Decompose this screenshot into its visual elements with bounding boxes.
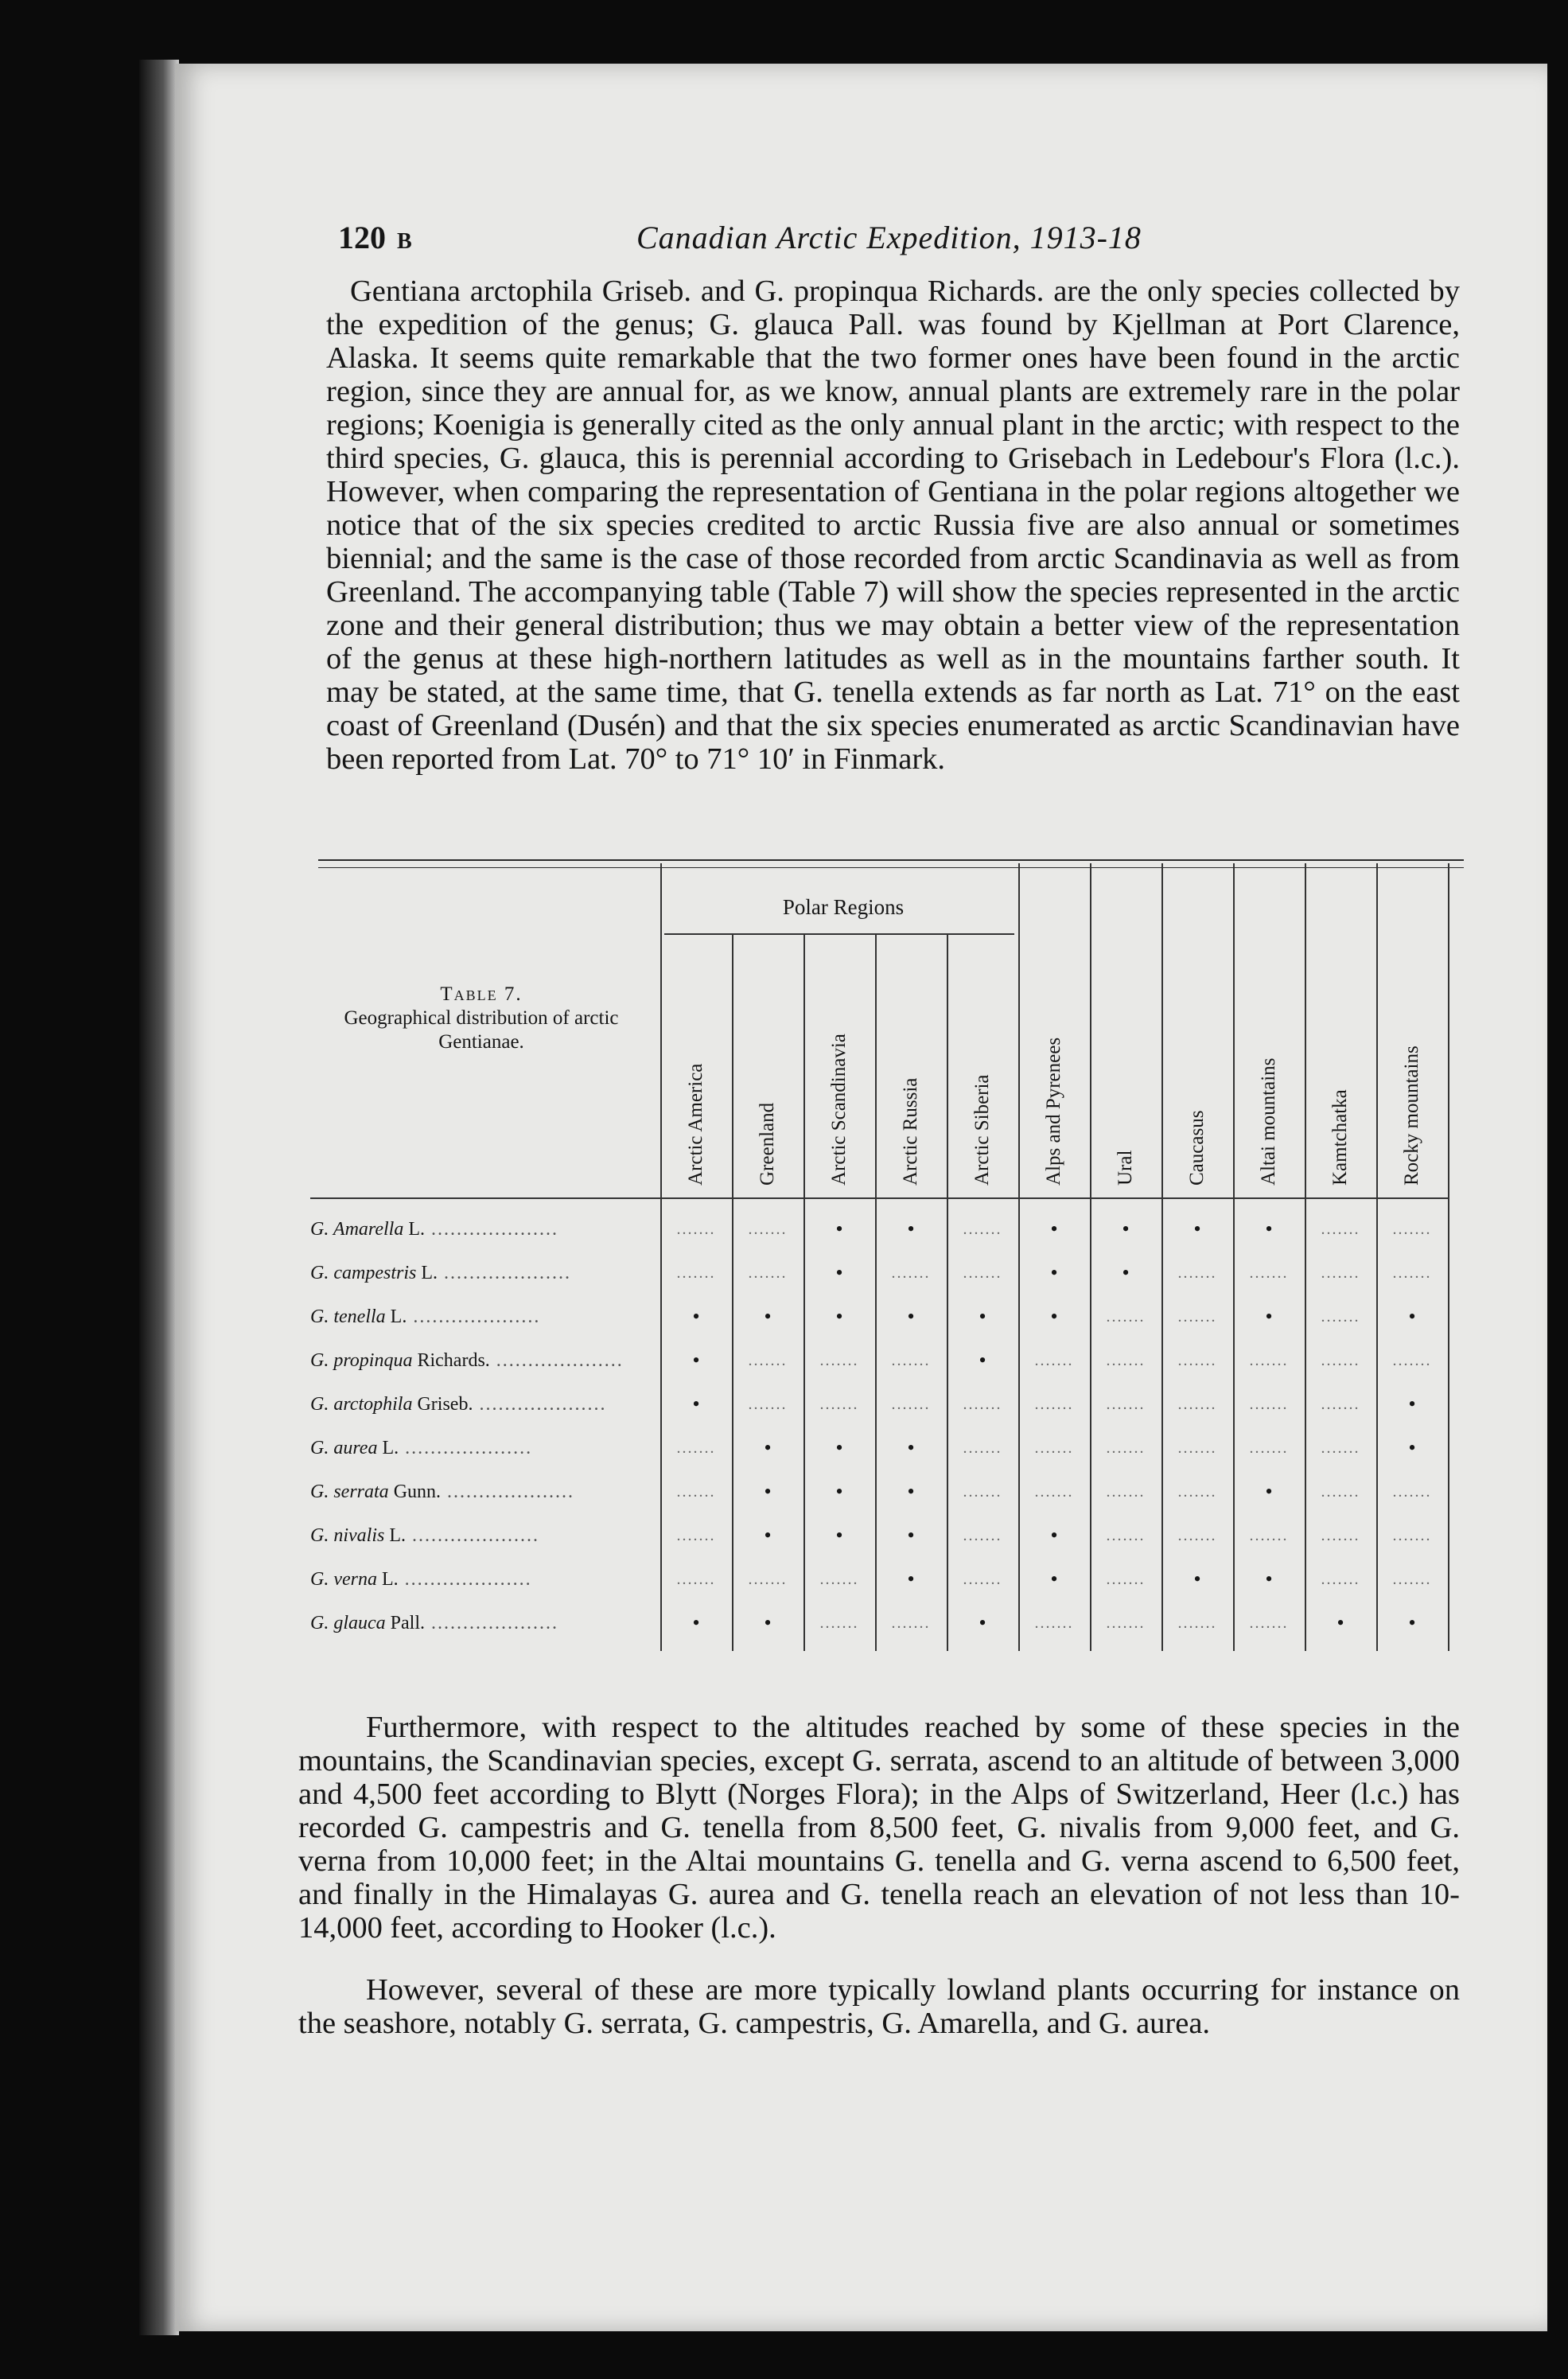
column-header-label: Altai mountains (1258, 1057, 1279, 1186)
species-epithet: verna (333, 1569, 377, 1590)
column-header (1184, 1110, 1211, 1213)
column-header-label: Greenland (757, 1102, 778, 1186)
absence-leader: ....... (1392, 1527, 1432, 1544)
species-epithet: campestris (333, 1263, 417, 1283)
leader-dots: .................... (489, 1350, 624, 1371)
column-header-label: Arctic Russia (900, 1077, 921, 1186)
absence-leader: ....... (1177, 1264, 1217, 1282)
species-author: Richards. (412, 1350, 490, 1371)
absence-leader: ....... (1177, 1439, 1217, 1457)
table-top-rule (318, 859, 1464, 861)
absence-leader: ....... (676, 1527, 716, 1544)
absence-leader: ....... (891, 1264, 931, 1282)
species-epithet: arctophila (333, 1394, 413, 1415)
absence-leader: ....... (1106, 1571, 1146, 1588)
absence-leader: ....... (1106, 1527, 1146, 1544)
species-epithet: glauca (333, 1613, 386, 1633)
leader-dots: .................... (407, 1306, 541, 1327)
presence-mark: • (764, 1305, 772, 1328)
column-header (969, 1074, 996, 1213)
presence-mark: • (835, 1305, 843, 1328)
absence-leader: ....... (1106, 1439, 1146, 1457)
species-name (310, 1563, 652, 1595)
presence-mark: • (692, 1392, 700, 1415)
presence-mark: • (979, 1611, 986, 1634)
absence-leader: ....... (676, 1221, 716, 1238)
species-genus: G. (310, 1350, 334, 1371)
absence-leader: ....... (676, 1264, 716, 1282)
absence-leader: ....... (1321, 1264, 1360, 1282)
polar-regions-underline (664, 933, 1014, 935)
column-header-label: Arctic America (685, 1063, 706, 1186)
absence-leader: ....... (963, 1264, 1002, 1282)
presence-mark: • (1193, 1217, 1201, 1240)
absence-leader: ....... (1321, 1483, 1360, 1501)
species-epithet: propinqua (333, 1350, 413, 1371)
presence-mark: • (1122, 1261, 1130, 1284)
absence-leader: ....... (1249, 1614, 1289, 1632)
species-author: Pall. (385, 1613, 426, 1633)
absence-leader: ....... (1177, 1527, 1217, 1544)
absence-leader: ....... (1034, 1483, 1074, 1501)
species-genus: G. (310, 1306, 334, 1327)
absence-leader: ....... (1249, 1527, 1289, 1544)
paragraph-intro: Gentiana arctophila Griseb. and G. propinqua Richards. are the only species collected by the expedition of the genus; G. glauca Pall. was found by Kjellman at Port Clarence, Alaska. It seems quite remarkable that the two former ones have been found in the arctic region, since they are annual for, as we know, annual plants are extremely rare in the polar regions; Koenigia is generally cited as the only annual plant in the arctic; with respect to the third species, G. glauca, this is perennial according to Grisebach in Ledebour's Flora (l.c.). However, when comparing the representation of Gentiana in the polar regions altogether we notice that of the six species credited to arctic Russia five are also annual or sometimes biennial; and the same is the case of those recorded from arctic Scandinavia as well as from Greenland. The accompanying table (Table 7) will show the species represented in the arctic zone and their general distribution; thus we may obtain a better view of the representation of the genus at these high-northern latitudes as well as in the mountains farther south. It may be stated, at the same time, that G. tenella extends as far north as Lat. 71° on the east coast of Greenland (Dusén) and that the six species enumerated as arctic Scandinavian have been reported from Lat. 70° to 71° 10′ in Finmark. (326, 274, 1460, 776)
column-header-label: Kamtchatka (1329, 1089, 1351, 1186)
species-epithet: Amarella (333, 1219, 404, 1240)
absence-leader: ....... (748, 1396, 788, 1413)
species-name (310, 1345, 652, 1376)
presence-mark: • (835, 1261, 843, 1284)
table-caption (310, 983, 652, 1054)
absence-leader: ....... (963, 1527, 1002, 1544)
species-name (310, 1607, 652, 1639)
column-header (1041, 1037, 1068, 1213)
absence-leader: ....... (1106, 1308, 1146, 1326)
absence-leader: ....... (1034, 1352, 1074, 1369)
column-header-label: Ural (1115, 1150, 1136, 1186)
absence-leader: ....... (1392, 1264, 1432, 1282)
presence-mark: • (979, 1305, 986, 1328)
absence-leader: ....... (1321, 1571, 1360, 1588)
presence-mark: • (1265, 1305, 1273, 1328)
presence-mark: • (979, 1349, 986, 1372)
presence-mark: • (764, 1480, 772, 1503)
presence-mark: • (1265, 1480, 1273, 1503)
absence-leader: ....... (1321, 1396, 1360, 1413)
presence-mark: • (1050, 1567, 1058, 1591)
species-genus: G. (310, 1569, 334, 1590)
column-header-label: Caucasus (1186, 1110, 1208, 1186)
species-name (310, 1388, 652, 1420)
absence-leader: ....... (1392, 1352, 1432, 1369)
species-epithet: nivalis (333, 1525, 385, 1546)
absence-leader: ....... (1177, 1396, 1217, 1413)
absence-leader: ....... (676, 1483, 716, 1501)
presence-mark: • (1408, 1436, 1416, 1459)
species-name (310, 1476, 652, 1508)
leader-dots: .................... (398, 1569, 532, 1590)
presence-mark: • (907, 1436, 915, 1459)
absence-leader: ....... (1177, 1614, 1217, 1632)
presence-mark: • (692, 1305, 700, 1328)
species-author: Griseb. (412, 1394, 473, 1415)
leader-dots: .................... (406, 1525, 540, 1546)
species-genus: G. (310, 1525, 334, 1546)
presence-mark: • (907, 1217, 915, 1240)
species-epithet: serrata (333, 1482, 389, 1502)
presence-mark: • (1408, 1392, 1416, 1415)
absence-leader: ....... (1392, 1483, 1432, 1501)
column-header-label: Alps and Pyrenees (1043, 1037, 1064, 1186)
species-author: L. (377, 1569, 399, 1590)
leader-dots: .................... (425, 1219, 559, 1240)
leader-dots: .................... (399, 1438, 533, 1458)
presence-mark: • (907, 1305, 915, 1328)
absence-leader: ....... (1392, 1221, 1432, 1238)
absence-leader: ....... (748, 1221, 788, 1238)
absence-leader: ....... (963, 1571, 1002, 1588)
absence-leader: ....... (1249, 1396, 1289, 1413)
absence-leader: ....... (1321, 1527, 1360, 1544)
presence-mark: • (835, 1524, 843, 1547)
absence-leader: ....... (1034, 1614, 1074, 1632)
page-letter: B (397, 229, 412, 254)
species-name (310, 1301, 652, 1333)
absence-leader: ....... (1106, 1352, 1146, 1369)
absence-leader: ....... (891, 1614, 931, 1632)
presence-mark: • (764, 1524, 772, 1547)
absence-leader: ....... (1034, 1439, 1074, 1457)
presence-mark: • (1265, 1217, 1273, 1240)
presence-mark: • (764, 1436, 772, 1459)
species-author: Gunn. (388, 1482, 442, 1502)
absence-leader: ....... (1106, 1483, 1146, 1501)
presence-mark: • (692, 1611, 700, 1634)
column-header (1399, 1045, 1426, 1213)
species-name (310, 1213, 652, 1245)
absence-leader: ....... (819, 1396, 859, 1413)
paragraph-lowland: However, several of these are more typically lowland plants occurring for instance on the seashore, notably G. serrata, G. campestris, G. Amarella, and G. aurea. (298, 1973, 1460, 2040)
presence-mark: • (1193, 1567, 1201, 1591)
absence-leader: ....... (1321, 1439, 1360, 1457)
column-header-label: Arctic Scandinavia (828, 1034, 850, 1186)
presence-mark: • (1050, 1524, 1058, 1547)
absence-leader: ....... (891, 1352, 931, 1369)
absence-leader: ....... (1249, 1352, 1289, 1369)
column-header (897, 1077, 924, 1213)
species-genus: G. (310, 1438, 334, 1458)
species-name (310, 1432, 652, 1464)
species-genus: G. (310, 1263, 334, 1283)
presence-mark: • (1050, 1217, 1058, 1240)
absence-leader: ....... (819, 1614, 859, 1632)
presence-mark: • (1050, 1305, 1058, 1328)
column-header (1112, 1150, 1139, 1213)
absence-leader: ....... (963, 1483, 1002, 1501)
absence-leader: ....... (676, 1571, 716, 1588)
presence-mark: • (1265, 1567, 1273, 1591)
absence-leader: ....... (1321, 1221, 1360, 1238)
paragraph-altitudes: Furthermore, with respect to the altitudes reached by some of these species in the mountains, the Scandinavian species, except G. serrata, ascend to an altitude of between 3,000 and 4,500 feet according to Blytt (Norges Flora); in the Alps of Switzerland, Heer (l.c.) has recorded G. campestris and G. tenella from 8,500 feet, G. nivalis from 9,000 feet, and G. verna from 10,000 feet; in the Altai mountains G. tenella and G. verna ascend to 6,500 feet, and finally in the Himalayas G. aurea and G. tenella reach an elevation of not less than 10-14,000 feet, according to Hooker (l.c.). (298, 1711, 1460, 1945)
presence-mark: • (835, 1480, 843, 1503)
species-genus: G. (310, 1482, 334, 1502)
species-author: L. (416, 1263, 438, 1283)
absence-leader: ....... (748, 1352, 788, 1369)
species-epithet: aurea (333, 1438, 378, 1458)
presence-mark: • (1408, 1611, 1416, 1634)
presence-mark: • (907, 1567, 915, 1591)
presence-mark: • (1408, 1305, 1416, 1328)
running-title: Canadian Arctic Expedition, 1913-18 (636, 220, 1142, 255)
absence-leader: ....... (891, 1396, 931, 1413)
column-header-label: Rocky mountains (1401, 1045, 1422, 1186)
species-epithet: tenella (333, 1306, 386, 1327)
presence-mark: • (764, 1611, 772, 1634)
column-header-label: Arctic Siberia (971, 1074, 993, 1186)
leader-dots: .................... (473, 1394, 607, 1415)
column-divider (1448, 863, 1449, 1651)
distribution-table (310, 863, 1464, 1683)
column-header (1255, 1057, 1282, 1213)
absence-leader: ....... (1249, 1264, 1289, 1282)
column-header (754, 1102, 781, 1213)
column-header (1327, 1089, 1354, 1213)
absence-leader: ....... (819, 1352, 859, 1369)
absence-leader: ....... (1321, 1308, 1360, 1326)
presence-mark: • (907, 1524, 915, 1547)
page-header (338, 219, 1460, 259)
absence-leader: ....... (963, 1439, 1002, 1457)
presence-mark: • (835, 1436, 843, 1459)
page-binding-shadow (139, 60, 179, 2335)
species-genus: G. (310, 1394, 334, 1415)
absence-leader: ....... (1177, 1352, 1217, 1369)
absence-leader: ....... (1321, 1352, 1360, 1369)
presence-mark: • (907, 1480, 915, 1503)
absence-leader: ....... (748, 1571, 788, 1588)
species-genus: G. (310, 1219, 333, 1240)
polar-regions-label: Polar Regions (782, 895, 905, 919)
absence-leader: ....... (963, 1396, 1002, 1413)
absence-leader: ....... (1392, 1571, 1432, 1588)
leader-dots: .................... (441, 1482, 575, 1502)
species-author: L. (377, 1438, 399, 1458)
table-caption-text: Geographical distribution of arctic Gentianae. (344, 1007, 619, 1053)
page-number: 120 B (338, 220, 412, 255)
presence-mark: • (1122, 1217, 1130, 1240)
absence-leader: ....... (1177, 1483, 1217, 1501)
leader-dots: .................... (425, 1613, 559, 1633)
species-name (310, 1257, 652, 1289)
absence-leader: ....... (1249, 1439, 1289, 1457)
absence-leader: ....... (1034, 1396, 1074, 1413)
species-author: L. (385, 1306, 407, 1327)
presence-mark: • (692, 1349, 700, 1372)
absence-leader: ....... (676, 1439, 716, 1457)
absence-leader: ....... (963, 1221, 1002, 1238)
species-name (310, 1520, 652, 1552)
absence-leader: ....... (819, 1571, 859, 1588)
species-genus: G. (310, 1613, 334, 1633)
column-header (826, 1034, 853, 1213)
table-caption-title: Table 7. (440, 983, 523, 1005)
presence-mark: • (835, 1217, 843, 1240)
column-header (683, 1063, 710, 1213)
absence-leader: ....... (1106, 1614, 1146, 1632)
presence-mark: • (1050, 1261, 1058, 1284)
absence-leader: ....... (748, 1264, 788, 1282)
species-author: L. (384, 1525, 407, 1546)
absence-leader: ....... (1106, 1396, 1146, 1413)
species-author: L. (403, 1219, 426, 1240)
presence-mark: • (1336, 1611, 1344, 1634)
leader-dots: .................... (438, 1263, 572, 1283)
absence-leader: ....... (1177, 1308, 1217, 1326)
